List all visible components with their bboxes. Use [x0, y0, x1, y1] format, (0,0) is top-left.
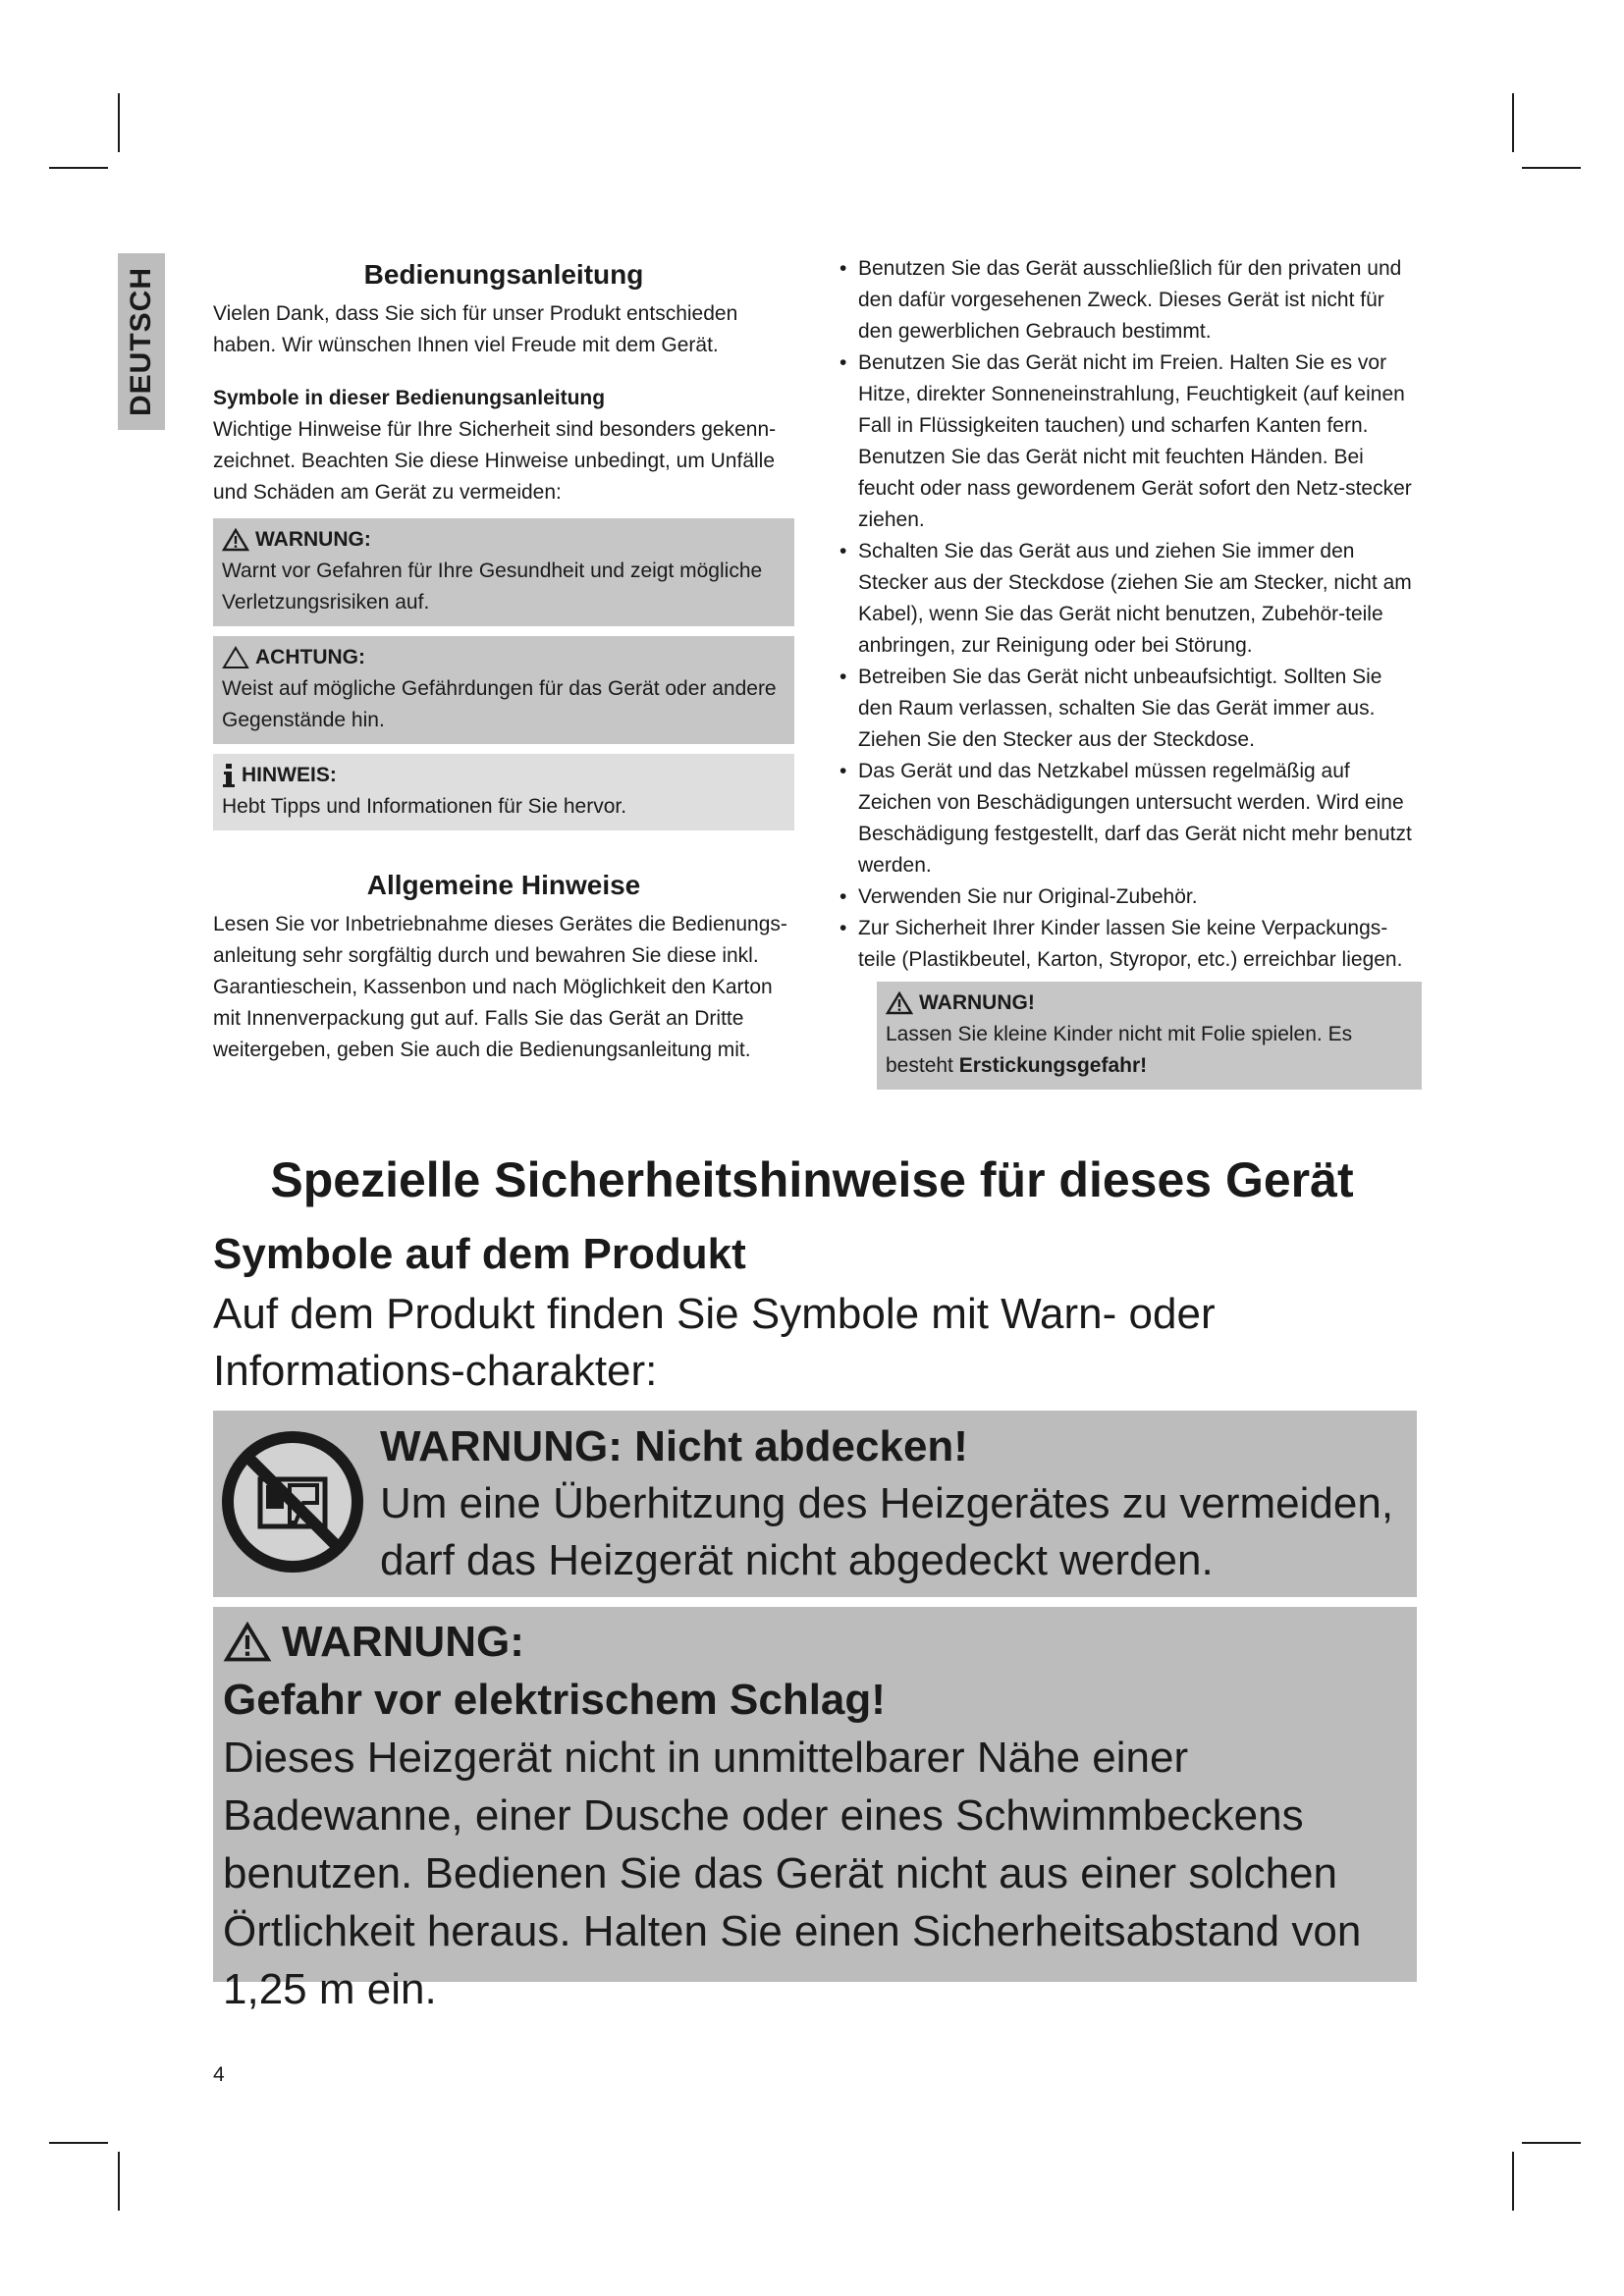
language-tab	[118, 253, 165, 430]
note-title: HINWEIS:	[242, 764, 337, 786]
general-heading: Allgemeine Hinweise	[366, 870, 641, 900]
note-title: ACHTUNG:	[255, 646, 365, 668]
list-item: • Verwenden Sie nur Original-Zubehör.	[836, 881, 1422, 913]
warning-text: Lassen Sie kleine Kinder nicht mit Folie spielen. Es besteht	[886, 1023, 1353, 1077]
symbols-text: Wichtige Hinweise für Ihre Sicherheit sind besonders gekenn-zeichnet. Beachten Sie diese Hinweise unbedingt, um Unfälle und Schäden am Gerät zu vermeiden:	[213, 418, 777, 504]
list-item: • Benutzen Sie das Gerät ausschließlich für den privaten und den dafür vorgesehenen Zweck. Dieses Gerät ist nicht für den gewerblichen Gebrauch bestimmt.	[836, 253, 1422, 347]
note-text: Weist auf mögliche Gefährdungen für das Gerät oder andere Gegenstände hin.	[222, 677, 777, 731]
note-title: WARNUNG:	[255, 528, 371, 551]
electric-shock-warning	[213, 1607, 1417, 2013]
crop-mark	[1522, 2142, 1581, 2144]
note-text: Hebt Tipps und Informationen für Sie hervor.	[222, 795, 627, 818]
product-symbols-intro: Auf dem Produkt finden Sie Symbole mit Warn- oder Informations-charakter:	[213, 1290, 1216, 1395]
safety-list	[836, 253, 1422, 976]
right-column	[836, 253, 1422, 1090]
caution-note	[213, 636, 794, 744]
warning-note	[213, 518, 794, 626]
do-not-cover-warning	[213, 1411, 1417, 1597]
crop-mark	[49, 167, 108, 169]
thanks-text: Vielen Dank, dass Sie sich für unser Produkt entschieden haben. Wir wünschen Ihnen viel Freude mit dem Gerät.	[213, 302, 738, 356]
do-not-cover-text-block	[380, 1418, 1411, 1589]
list-item: • Schalten Sie das Gerät aus und ziehen Sie immer den Stecker aus der Steckdose (ziehen Sie am Stecker, nicht am Kabel), wenn Sie das Gerät nicht benutzen, Zubehör-teile anbringen, zur Reinigung oder bei Störung.	[836, 536, 1422, 662]
warning-triangle-icon	[223, 1622, 272, 1663]
note-text: Warnt vor Gefahren für Ihre Gesundheit und zeigt mögliche Verletzungsrisiken auf.	[222, 560, 763, 614]
list-item: • Betreiben Sie das Gerät nicht unbeaufsichtigt. Sollten Sie den Raum verlassen, schalten Sie das Gerät immer aus. Ziehen Sie den Stecker aus der Steckdose.	[836, 662, 1422, 756]
language-label: DEUTSCH	[125, 266, 158, 417]
hint-note	[213, 754, 794, 830]
crop-mark	[118, 2152, 120, 2211]
page-number: 4	[213, 2063, 225, 2086]
warning-triangle-icon	[886, 991, 913, 1015]
list-item: • Benutzen Sie das Gerät nicht im Freien. Halten Sie es vor Hitze, direkter Sonneneinstrahlung, Feuchtigkeit (auf keinen Fall in Flüssigkeiten tauchen) und scharfen Kanten fern. Benutzen Sie das Gerät nicht mit feuchten Händen. Bei feucht oder nass gewordenem Gerät sofort den Netz-stecker ziehen.	[836, 347, 1422, 536]
crop-mark	[49, 2142, 108, 2144]
shock-text: Dieses Heizgerät nicht in unmittelbarer Nähe einer Badewanne, einer Dusche oder eines Schwimmbeckens benutzen. Bedienen Sie das Gerät nicht aus einer solchen Örtlichkeit heraus. Halten Sie einen Sicherheitsabstand von 1,25 m ein.	[223, 1734, 1362, 2013]
caution-triangle-icon	[222, 646, 249, 669]
shock-title: WARNUNG:	[282, 1618, 524, 1666]
do-not-cover-icon	[219, 1428, 366, 1575]
general-text: Lesen Sie vor Inbetriebnahme dieses Gerätes die Bedienungs-anleitung sehr sorgfältig durch und bewahren Sie diese inkl. Garantieschein, Kassenbon und nach Möglichkeit den Karton mit Innenverpackung gut auf. Falls Sie das Gerät an Dritte weitergeben, geben Sie auch die Bedienungsanleitung mit.	[213, 913, 787, 1061]
crop-mark	[1512, 2152, 1514, 2211]
note-text	[886, 1019, 1414, 1082]
crop-mark	[1522, 167, 1581, 169]
special-safety-title: Spezielle Sicherheitshinweise für dieses Gerät	[270, 1152, 1354, 1207]
shock-subtitle: Gefahr vor elektrischem Schlag!	[223, 1676, 886, 1724]
crop-mark	[1512, 93, 1514, 152]
list-item: • Das Gerät und das Netzkabel müssen regelmäßig auf Zeichen von Beschädigungen untersucht werden. Wird eine Beschädigung festgestellt, darf das Gerät nicht mehr benutzt werden.	[836, 756, 1422, 881]
warning-bold-text: Erstickungsgefahr!	[958, 1054, 1148, 1077]
children-warning-note	[877, 982, 1422, 1090]
symbols-heading: Symbole in dieser Bedienungsanleitung	[213, 387, 606, 409]
left-column	[213, 253, 794, 1066]
info-icon	[222, 763, 236, 788]
note-title: WARNUNG!	[919, 991, 1035, 1014]
product-symbols-heading: Symbole auf dem Produkt	[213, 1230, 746, 1278]
crop-mark	[118, 93, 120, 152]
do-not-cover-text: Um eine Überhitzung des Heizgerätes zu vermeiden, darf das Heizgerät nicht abgedeckt werden.	[380, 1479, 1394, 1584]
warning-triangle-icon	[222, 528, 249, 552]
do-not-cover-title: WARNUNG: Nicht abdecken!	[380, 1422, 968, 1470]
list-item: • Zur Sicherheit Ihrer Kinder lassen Sie keine Verpackungs-teile (Plastikbeutel, Karton, Styropor, etc.) erreichbar liegen.	[836, 913, 1422, 976]
manual-title: Bedienungsanleitung	[363, 259, 644, 290]
